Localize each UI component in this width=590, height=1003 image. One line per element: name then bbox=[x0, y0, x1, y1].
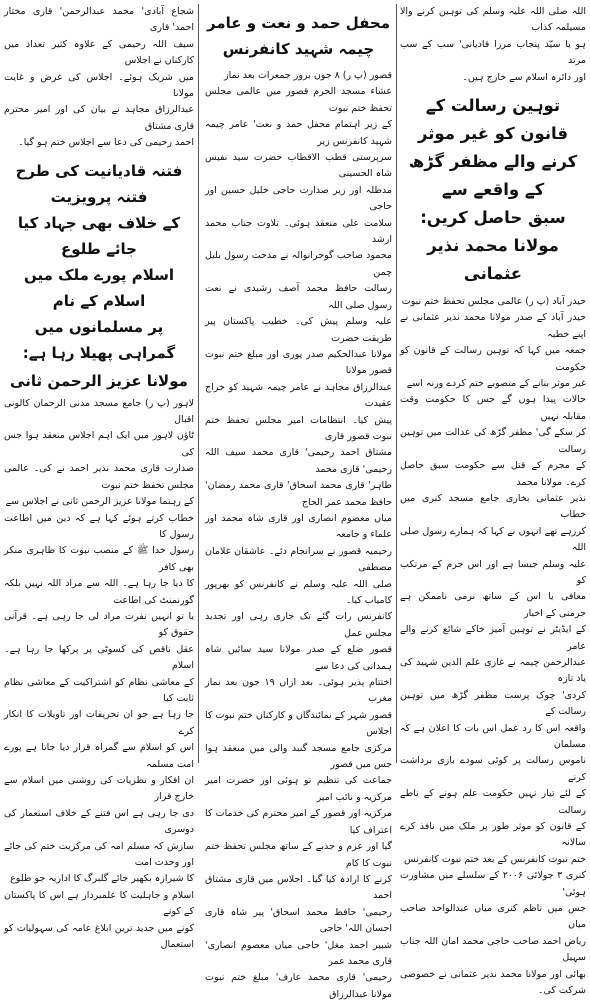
column-right bbox=[400, 4, 586, 997]
article-byline: مولانا عزیز الرحمن ثانی bbox=[10, 371, 188, 390]
article-headline-fitna: فتنہ قادیانیت کی طرح فتنہ پرویزیت کے خلاف بھی جہاد کیا جائے طلوع اسلام پورے ملک میں اسلام کے نام پر مسلمانوں میں گمراہی پھیلا رہا ہے: bbox=[15, 161, 183, 362]
column-middle bbox=[205, 4, 393, 1000]
article-headline-blasphemy-law: توہین رسالت کے قانون کو غیر موثر کرنے والے مظفر گڑھ کے واقعے سے سبق حاصل کریں: مولانا محمد نذیر عثمانی bbox=[408, 96, 578, 284]
article-body-conference: قصور (پ ر) ۸ جون بروز جمعرات بعد نماز عشاء مسجد الحرم قصور میں عالمی مجلس تحفظ ختم نبوت کے زیر اہتمام محفل حمد و نعت' عامر چیمہ شہید کانفرنس زیر سرپرستی قطب الاقطاب حضرت سید نفیس شاہ الحسینی مدظلہ اور زیر صدارت حاجی خلیل حسین اور حاجی سلامت علی منعقد ہوئی۔ تلاوت جناب محمد ارشد محمود صاحب گوجرانوالہ نے مدحت رسول بلبل چمن رسالت حافظ محمد آصف رشیدی نے نعت رسول صلی اللہ علیہ وسلم پیش کی۔ خطیب پاکستان پیر طریقت حضرت مولانا عبدالحکیم صدر پوری اور مبلغ ختم نبوت قصور مولانا عبدالرزاق مجاہد نے عامر چیمہ شہید کو خراج عقیدت پیش کیا۔ انتظامات امیر مجلس تحفظ ختم نبوت قصور قاری مشتاق احمد رحیمی' قاری محمد سیف اللہ رحیمی' قاری محمد طاہر' قاری محمد اسحاق' قاری محمد رمضان' حافظ محمد عمر الحاج میاں معصوم انصاری اور قاری شاہ محمد اور علماء و جامعہ رحیمیہ قصور نے سرانجام دئے۔ عاشقان غلامان مصطفی صلی اللہ علیہ وسلم نے کانفرنس کو بھرپور کامیاب کیا۔ کانفرنس رات گئے تک جاری رہی اور تجدید مجلس عمل قصور ضلع کے صدر مولانا سید سائیں شاہ ہمدانی کی دعا سے اختتام پذیر ہوئی۔ بعد ازاں ۱۹ جون بعد نماز مغرب قصور شہر کے نمائندگان و کارکنان ختم نبوت کا اجلاس مرکزی جامع مسجد گنبد والی میں منعقد ہوا جس میں قصور جماعت کی تنظیم نو ہوئی اور حضرت امیر مرکزیہ و نائب امیر مرکزیہ اور قصور کے امیر محترم کی خدمات کا اعتراف کیا گیا اور عزم و جذبے کے ساتھ مجلس تحفظ ختم نبوت کا کام کرنے کا ارادہ کیا گیا۔ اجلاس میں قاری مشتاق احمد رحیمی' حافظ محمد اسحاق' پیر شاہ قاری احسان اللہ' حاجی شبیر احمد مغل' حاجی میاں معصوم انصاری' قاری محمد عمر رحیمی' قاری محمد عارف' مبلغ ختم نبوت مولانا عبدالرزاق bbox=[205, 70, 393, 1000]
column-divider bbox=[396, 4, 397, 763]
article-headline-conference: محفل حمد و نعت و عامر چیمہ شہید کانفرنس bbox=[206, 14, 391, 58]
article-continuation-text: شجاع آبادی' محمد عبدالرحمن' قاری مختار احمد' قاری سیف اللہ رحیمی کے علاوہ کثیر تعداد میں کارکنان نے اجلاس میں شریک ہوئے۔ اجلاس کی غرض و غایت مولانا عبدالرزاق مجاہد نے بیان کی اور امیر محترم قاری مشتاق احمد رحیمی کی دعا سے اجلاس ختم ہو گیا۔ bbox=[4, 6, 194, 149]
column-left bbox=[4, 4, 194, 951]
article-body-blasphemy-law: حیدر آباد (پ ر) عالمی مجلس تحفظ ختم نبوت حیدر آباد کے صدر مولانا محمد نذیر عثمانی نے اپنے خطبہ جمعہ میں کہا کہ توہین رسالت کے قانون کو حکومت غیر موثر بنانے کے منصوبے ختم کردے ورنہ اسے حالات پیدا ہوں گے جس کا حکومت وقت مقابلہ نہیں کر سکے گی' مظفر گڑھ کی عدالت میں توہین رسالت کے مجرم کے قتل سے حکومت سبق حاصل کرے۔ مولانا محمد نذیر عثمانی بخاری جامع مسجد کنری میں خطاب کررہے تھے انہوں نے کہا کہ ہمارے رسول صلی اللہ علیہ وسلم جیسا ہے اور اس جرم کے مرتکب کو معافی یا اس کے ساتھ نرمی ناممکن ہے جرمنی کے اخبار کے ایڈیٹر نے توہین آمیز خاکے شائع کرنے والے عامر عبدالرحمن چیمہ نے غازی علم الدین شہید کی یاد تازہ کردی' چوک پرست مظفر گڑھ میں توہین رسالت کے واقعہ اس کا رد عمل اس بات کا اعلان ہے کہ مسلمان ناموس رسالت پر کوئی سودے بازی برداشت کرنے کے لئے تیار نہیں حکومت علم ہونے کے ناطے رسالت کے قانون کو موثر طور پر ملک میں نافذ کرے سالانہ ختم نبوت کانفرنس کے بعد ختم نبوت کانفرنس کنری ۳ جولائی ۲۰۰۶ کے سلسلے میں مشاورت ہوئی' جس میں ناظم کنری میاں عبدالواحد صاحب میاں ریاض احمد صاحب حاجی محمد امان اللہ جناب سہیل بھائی اور مولانا محمد نذیر عثمانی نے خصوصی شرکت کی۔ bbox=[400, 296, 586, 997]
article-continuation-text: اللہ صلی اللہ علیہ وسلم کی توہین کرنے والا مسیلمہ کذاب ہو یا سیّد پنجاب مرزا قادیانی' سب کے سب مرتد اور دائرہ اسلام سے خارج ہیں۔ bbox=[400, 6, 586, 83]
column-divider bbox=[198, 4, 199, 763]
article-body-fitna: لاہور (پ ر) جامع مسجد مدنی الرحمان کالونی اقبال ٹاؤن لاہور میں ایک اہم اجلاس منعقد ہوا جس کی صدارت قاری محمد نذیر احمد نے کی۔ عالمی مجلس تحفظ ختم نبوت کے رہنما مولانا عزیز الرحمن ثانی نے اجلاس سے خطاب کرتے ہوئے کہا ہے کہ دین میں اطاعت رسول کا رسول خدا ﷺ کے منصب نبوت کا ظاہری منکر بھی کافر کا دیا جا رہا ہے۔ اللہ سے مراد اللہ نہیں بلکہ گورنمنٹ کی اطاعت یا تو انہیں نفرت مراد لی جا رہی ہے۔ قرآنی حقوق کو عقل ناقص کی کسوٹی پر پرکھا جا رہا ہے۔ اسلام کے معاشی نظام کو اشتراکیت کے معاشی نظام ثابت کیا جا رہا ہے جو ان تحریفات اور تاویلات کا انکار کرے اس کو اسلام سے گمراہ قرار دیا جاتا ہے پورے امت مسلمہ ان افکار و نظریات کی روشنی میں اسلام سے خارج قرار دی جا رہی ہے اس فتنے کے خلاف استعمار کی دوسری سازش کہ مسلم امہ کی مرکزیت ختم کی جائے اور وحدت امت کا شیرازہ بکھیر جائے گلبرگ کا اداریہ جو طلوع اسلام و جاہلیت کا علمبردار ہے اس کا پاکستان کے کونے کونے میں جدید ترین ابلاغ عامہ کی سہولیات کو استعمال bbox=[4, 397, 194, 951]
